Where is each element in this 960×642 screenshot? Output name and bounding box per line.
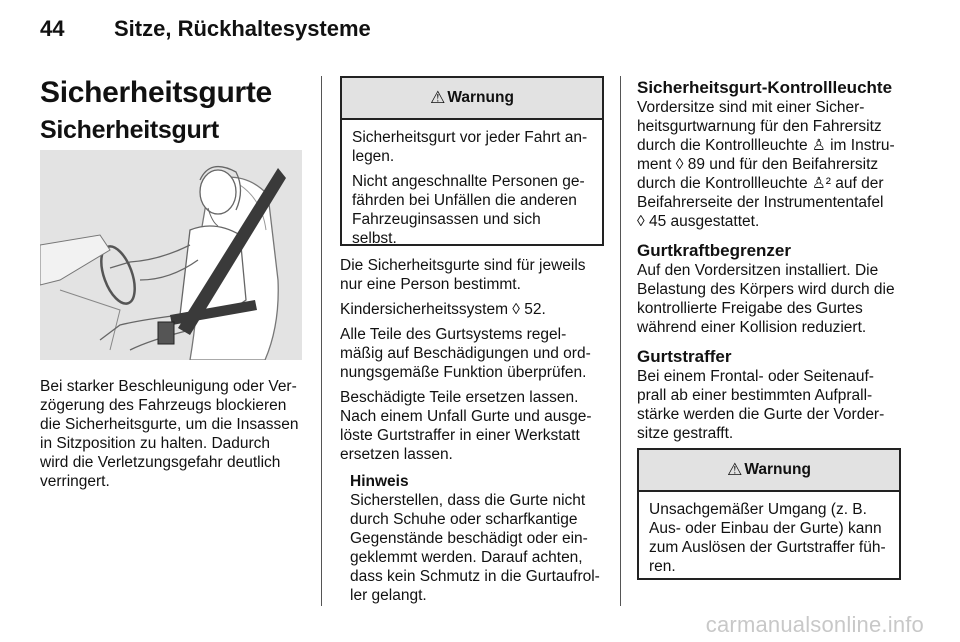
text-line: Unsachgemäßer Umgang (z. B. <box>649 501 867 518</box>
text-line: Alle Teile des Gurtsystems regel- <box>340 326 567 343</box>
text-line: nungsgemäße Funktion überprüfen. <box>340 364 587 381</box>
text-line: Nicht angeschnallte Personen ge- <box>352 173 585 190</box>
subsection-heading: Sicherheitsgurt <box>40 116 219 144</box>
paragraph <box>340 256 610 294</box>
text-line: Beschädigte Teile ersetzen lassen. <box>340 389 579 406</box>
warning-title: Warnung <box>447 89 514 106</box>
hinweis-title: Hinweis <box>350 473 409 490</box>
text-line: Vordersitze sind mit einer Sicher- <box>637 99 865 116</box>
text-line: stärke werden die Gurte der Vorder- <box>637 406 885 423</box>
warning-header <box>342 78 602 120</box>
body-line: wird die Verletzungsgefahr deutlich <box>40 454 281 471</box>
text-line: fährden bei Unfällen die anderen <box>352 192 577 209</box>
text-line: während einer Kollision reduziert. <box>637 319 867 336</box>
text-line: Bei einem Frontal- oder Seitenauf- <box>637 368 874 385</box>
text-line: Gegenstände beschädigt oder ein- <box>350 530 588 547</box>
text-line: Sicherheitsgurt vor jeder Fahrt an- <box>352 129 588 146</box>
warning-paragraph <box>352 128 594 166</box>
text-line: Aus- oder Einbau der Gurte) kann <box>649 520 882 537</box>
text-line: zum Auslösen der Gurtstraffer füh- <box>649 539 886 556</box>
text-line: ler gelangt. <box>350 587 427 604</box>
section-heading: Sicherheitsgurt-Kontrollleuchte <box>637 78 893 97</box>
text-line: Sicherstellen, dass die Gurte nicht <box>350 492 586 509</box>
text-line: ersetzen lassen. <box>340 446 453 463</box>
text-line: mäßig auf Beschädigungen und ord- <box>340 345 591 362</box>
seatbelt-illustration <box>40 150 302 360</box>
text-line: Fahrzeuginsassen und sich <box>352 211 541 228</box>
chapter-title: Sitze, Rückhaltesysteme <box>114 16 371 41</box>
section-heading: Gurtstraffer <box>637 347 732 366</box>
text-line: dass kein Schmutz in die Gurtaufrol- <box>350 568 600 585</box>
text-line: Nach einem Unfall Gurte und ausge- <box>340 408 592 425</box>
column-2-body <box>340 256 610 605</box>
hinweis-note <box>340 472 610 605</box>
text-line: ment ◊ 89 und für den Beifahrersitz <box>637 156 879 173</box>
warning-paragraph <box>352 172 594 248</box>
section-heading: Sicherheitsgurte <box>40 76 272 109</box>
warning-header <box>639 450 899 492</box>
column-3-body <box>637 78 907 443</box>
text-line: legen. <box>352 148 395 165</box>
text-line: ◊ 45 ausgestattet. <box>637 213 760 230</box>
body-line: verringert. <box>40 473 110 490</box>
body-line: Bei starker Beschleunigung oder Ver- <box>40 378 297 395</box>
text-line: durch Schuhe oder scharfkantige <box>350 511 578 528</box>
warning-box <box>637 448 901 580</box>
text-line: geklemmt werden. Darauf achten, <box>350 549 583 566</box>
text-line: kontrollierte Freigabe des Gurtes <box>637 300 863 317</box>
paragraph: Kindersicherheitssystem ◊ 52. <box>340 301 546 318</box>
column-1-body <box>40 377 306 491</box>
text-line: selbst. <box>352 230 397 247</box>
text-line: prall ab einer bestimmten Aufprall- <box>637 387 873 404</box>
text-line: Die Sicherheitsgurte sind für jeweils <box>340 257 586 274</box>
section-heading: Gurtkraftbegrenzer <box>637 241 791 260</box>
text-line: sitze gestrafft. <box>637 425 734 442</box>
text-line: Belastung des Körpers wird durch die <box>637 281 895 298</box>
warning-body <box>342 120 602 254</box>
body-line: in Sitzposition zu halten. Dadurch <box>40 435 271 452</box>
warning-triangle-icon: ⚠ <box>430 88 446 107</box>
column-divider <box>620 76 621 606</box>
warning-title: Warnung <box>744 461 811 478</box>
text-line: heitsgurtwarnung für den Fahrersitz <box>637 118 882 135</box>
text-line: ren. <box>649 558 676 575</box>
warning-triangle-icon: ⚠ <box>727 460 743 479</box>
warning-body <box>639 492 899 582</box>
paragraph <box>340 388 610 464</box>
page-number: 44 <box>40 16 65 41</box>
watermark: carmanualsonline.info <box>705 612 924 637</box>
text-line: löste Gurtstraffer in einer Werkstatt <box>340 427 580 444</box>
body-line: zögerung des Fahrzeugs blockieren <box>40 397 287 414</box>
text-line: durch die Kontrollleuchte ♙ im Instru- <box>637 137 895 154</box>
text-line: nur eine Person bestimmt. <box>340 276 521 293</box>
text-line: durch die Kontrollleuchte ♙² auf der <box>637 175 884 192</box>
warning-box <box>340 76 604 246</box>
column-divider <box>321 76 322 606</box>
paragraph <box>340 325 610 382</box>
text-line: Auf den Vordersitzen installiert. Die <box>637 262 879 279</box>
body-line: die Sicherheitsgurte, um die Insassen <box>40 416 299 433</box>
text-line: Beifahrerseite der Instrumententafel <box>637 194 884 211</box>
